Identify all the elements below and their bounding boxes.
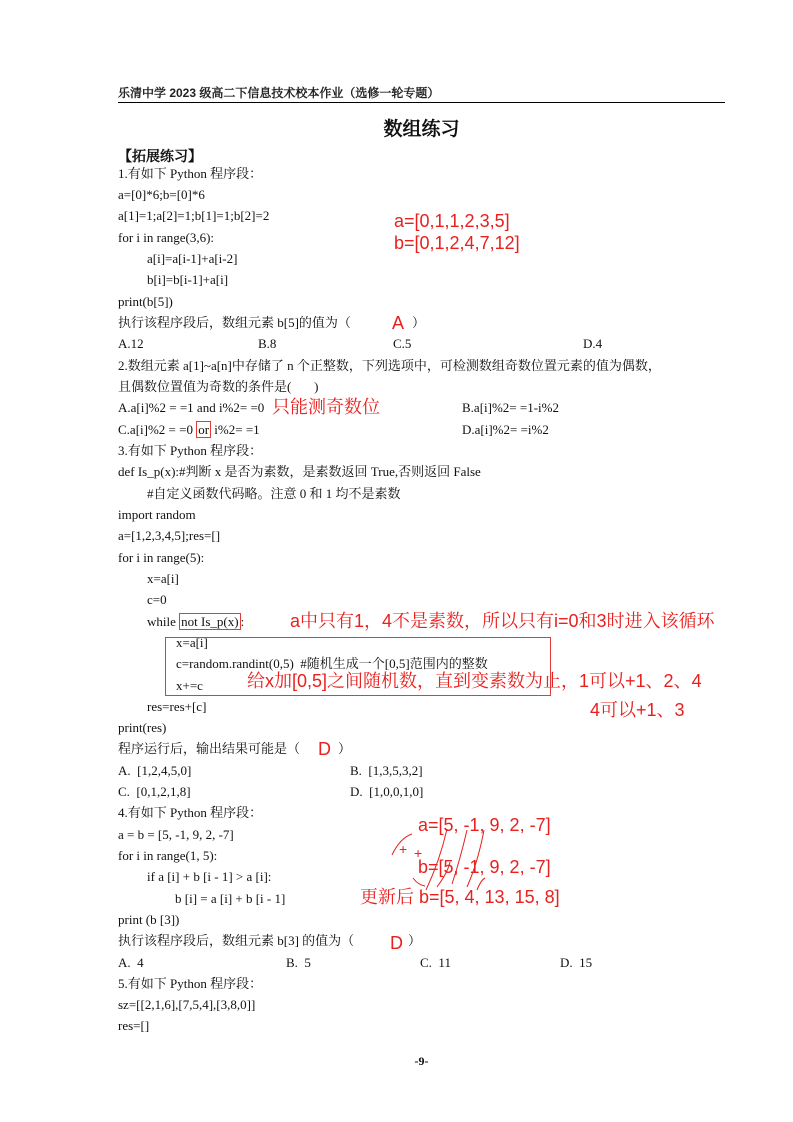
option-d: D. 15: [560, 955, 593, 970]
code-line: res=res+[c]: [147, 699, 207, 714]
code-line: a[1]=1;a[2]=1;b[1]=1;b[2]=2: [118, 208, 270, 223]
option-b: B.8: [258, 336, 277, 351]
q4-question: 执行该程序段后，数组元素 b[3] 的值为（: [118, 933, 355, 948]
q1-question: 执行该程序段后，数组元素 b[5]的值为（: [118, 315, 351, 330]
paren: ）: [338, 741, 352, 756]
code-line: res=[]: [118, 1018, 150, 1033]
option-c-text: i%2= =1: [211, 422, 260, 437]
code-line: a=[1,2,3,4,5];res=[]: [118, 528, 221, 543]
page-number: -9-: [414, 1054, 429, 1068]
page-title: 数组练习: [383, 119, 460, 140]
annotation: 4可以+1、3: [590, 700, 685, 720]
code-line: x=a[i]: [147, 571, 179, 586]
option-a: A.a[i]%2 = =1 and i%2= =0: [118, 400, 265, 415]
annotation-b: b=[0,1,2,4,7,12]: [394, 233, 520, 253]
annotation-a: a=[0,1,1,2,3,5]: [394, 211, 510, 231]
annotation-a: a=[5, -1, 9, 2, -7]: [418, 815, 551, 835]
code-line: print(res): [118, 720, 167, 735]
q1-answer: A: [392, 313, 405, 333]
code-line: for i in range(1, 5):: [118, 848, 218, 863]
q2-stem-2: 且偶数位置值为奇数的条件是( ): [118, 379, 319, 394]
annotation: 只能测奇数位: [272, 397, 380, 417]
code-line: a[i]=a[i-1]+a[i-2]: [147, 251, 238, 266]
q4-stem: 4.有如下 Python 程序段：: [118, 805, 263, 820]
paren: ）: [408, 933, 422, 948]
plus-mark: +: [414, 845, 423, 861]
code-line: x+=c: [176, 678, 203, 693]
while-keyword: while: [147, 614, 180, 629]
paren: ）: [412, 315, 426, 330]
code-line: #自定义函数代码略。注意 0 和 1 均不是素数: [147, 486, 401, 501]
code-line: if a [i] + b [i - 1] > a [i]:: [147, 869, 272, 884]
option-b: B.a[i]%2= =1-i%2: [462, 400, 559, 415]
annotation: a中只有1，4不是素数，所以只有i=0和3时进入该循环: [290, 611, 715, 631]
option-b: B. 5: [286, 955, 311, 970]
q3-question: 程序运行后，输出结果可能是（: [118, 741, 301, 756]
q1-stem: 1.有如下 Python 程序段：: [118, 166, 263, 181]
option-a: A. 4: [118, 955, 144, 970]
option-c: C. [0,1,2,1,8]: [118, 784, 191, 799]
page-header: 乐清中学 2023 级高二下信息技术校本作业（选修一轮专题）: [118, 86, 440, 100]
code-line: x=a[i]: [176, 635, 208, 650]
code-line: print(b[5]): [118, 294, 173, 309]
code-line: for i in range(3,6):: [118, 230, 215, 245]
code-line: sz=[[2,1,6],[7,5,4],[3,8,0]]: [118, 997, 256, 1012]
option-a: A.12: [118, 336, 144, 351]
code-line: a = b = [5, -1, 9, 2, -7]: [118, 827, 234, 842]
highlight-or: or: [198, 422, 210, 437]
option-c: C. 11: [420, 955, 451, 970]
option-b: B. [1,3,5,3,2]: [350, 763, 423, 778]
option-c: [118, 421, 260, 439]
q3-stem: 3.有如下 Python 程序段：: [118, 443, 263, 458]
option-c: C.5: [393, 336, 412, 351]
section-heading: 【拓展练习】: [118, 148, 202, 164]
annotation-updated-b: 更新后 b=[5, 4, 13, 15, 8]: [360, 887, 560, 907]
q4-answer: D: [390, 933, 403, 953]
code-line: [147, 613, 244, 631]
option-a: A. [1,2,4,5,0]: [118, 763, 192, 778]
option-d: D.4: [583, 336, 603, 351]
q5-stem: 5.有如下 Python 程序段：: [118, 976, 263, 991]
code-line: b [i] = a [i] + b [i - 1]: [175, 891, 286, 906]
code-line: def Is_p(x):#判断 x 是否为素数，是素数返回 True,否则返回 False: [118, 464, 481, 479]
option-d: D.a[i]%2= =i%2: [462, 422, 549, 437]
code-line: c=0: [147, 592, 167, 607]
code-line: a=[0]*6;b=[0]*6: [118, 187, 205, 202]
plus-mark: +: [399, 841, 408, 857]
header-rule: [118, 102, 725, 103]
annotation-b: b=[5, -1, 9, 2, -7]: [418, 857, 551, 877]
code-line: for i in range(5):: [118, 550, 205, 565]
q3-answer: D: [318, 739, 331, 759]
colon: :: [240, 614, 245, 629]
code-line: b[i]=b[i-1]+a[i]: [147, 272, 229, 287]
option-d: D. [1,0,0,1,0]: [350, 784, 424, 799]
code-line: c=random.randint(0,5) #随机生成一个[0,5]范围内的整数: [176, 656, 488, 671]
highlight-condition: not Is_p(x): [181, 614, 239, 629]
annotation: 给x加[0,5]之间随机数，直到变素数为止，1可以+1、2、4: [247, 671, 702, 691]
code-line: print (b [3]): [118, 912, 180, 927]
code-line: import random: [118, 507, 196, 522]
q2-stem: 2.数组元素 a[1]~a[n]中存储了 n 个正整数，下列选项中，可检测数组奇数位置元素的值为偶数，: [118, 358, 661, 373]
option-c-text: C.a[i]%2 = =0: [118, 422, 197, 437]
